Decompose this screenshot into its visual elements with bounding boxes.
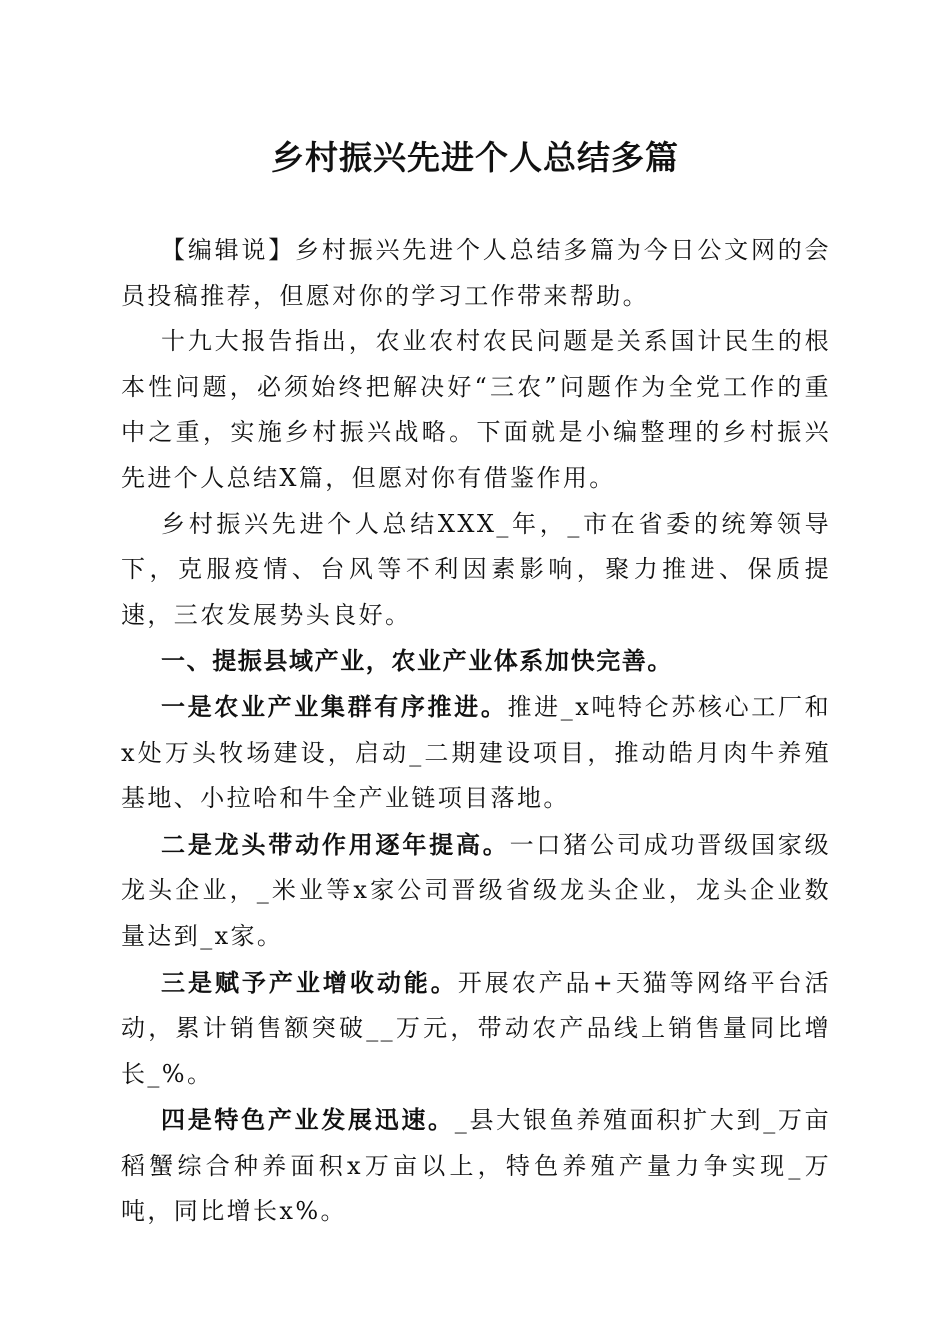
paragraph-text: 十九大报告指出，农业农村农民问题是关系国计民生的根本性问题，必须始终把解决好“三农”问题作为全党工作的重中之重，实施乡村振兴战略。下面就是小编整理的乡村振兴先进个人总结X篇，但愿对你有借鉴作用。	[121, 327, 831, 492]
point-lead: 二是龙头带动作用逐年提高。	[161, 829, 510, 859]
paragraph-summary	[121, 502, 831, 639]
document-title: 乡村振兴先进个人总结多篇	[271, 138, 679, 177]
paragraph-text: 推进_x吨特仑苏核心工厂和x处万头牧场建设，启动_二期建设项目，推动皓月肉牛养殖基地、小拉哈和牛全产业链项目落地。	[121, 692, 831, 813]
paragraph-point-4	[121, 1097, 831, 1235]
paragraph-text: _县大银鱼养殖面积扩大到_万亩稻蟹综合种养面积x万亩以上，特色养殖产量力争实现_万吨，同比增长x%。	[121, 1106, 832, 1226]
paragraph-editor-note	[121, 228, 831, 319]
paragraph-point-1	[121, 684, 831, 822]
paragraph-intro	[121, 319, 831, 501]
paragraph-text: 开展农产品+天猫等网络平台活动，累计销售额突破__万元，带动农产品线上销售量同比增长_%。	[121, 968, 831, 1088]
paragraph-point-3	[121, 960, 831, 1098]
point-lead: 一是农业产业集群有序推进。	[161, 691, 508, 721]
paragraph-text: 一口猪公司成功晋级国家级龙头企业，_米业等x家公司晋级省级龙头企业，龙头企业数量达到_x家。	[121, 830, 831, 950]
section-heading: 一、提振县域产业，农业产业体系加快完善。	[161, 646, 673, 676]
document-body	[121, 228, 831, 1235]
point-lead: 三是赋予产业增收动能。	[161, 967, 458, 997]
paragraph-text: 【编辑说】乡村振兴先进个人总结多篇为今日公文网的会员投稿推荐，但愿对你的学习工作带来帮助。	[121, 236, 831, 310]
paragraph-text: 乡村振兴先进个人总结XXX_年，_市在省委的统筹领导下，克服疫情、台风等不利因素影响，聚力推进、保质提速，三农发展势头良好。	[121, 509, 831, 629]
point-lead: 四是特色产业发展迅速。	[161, 1105, 455, 1135]
paragraph-point-2	[121, 822, 831, 960]
